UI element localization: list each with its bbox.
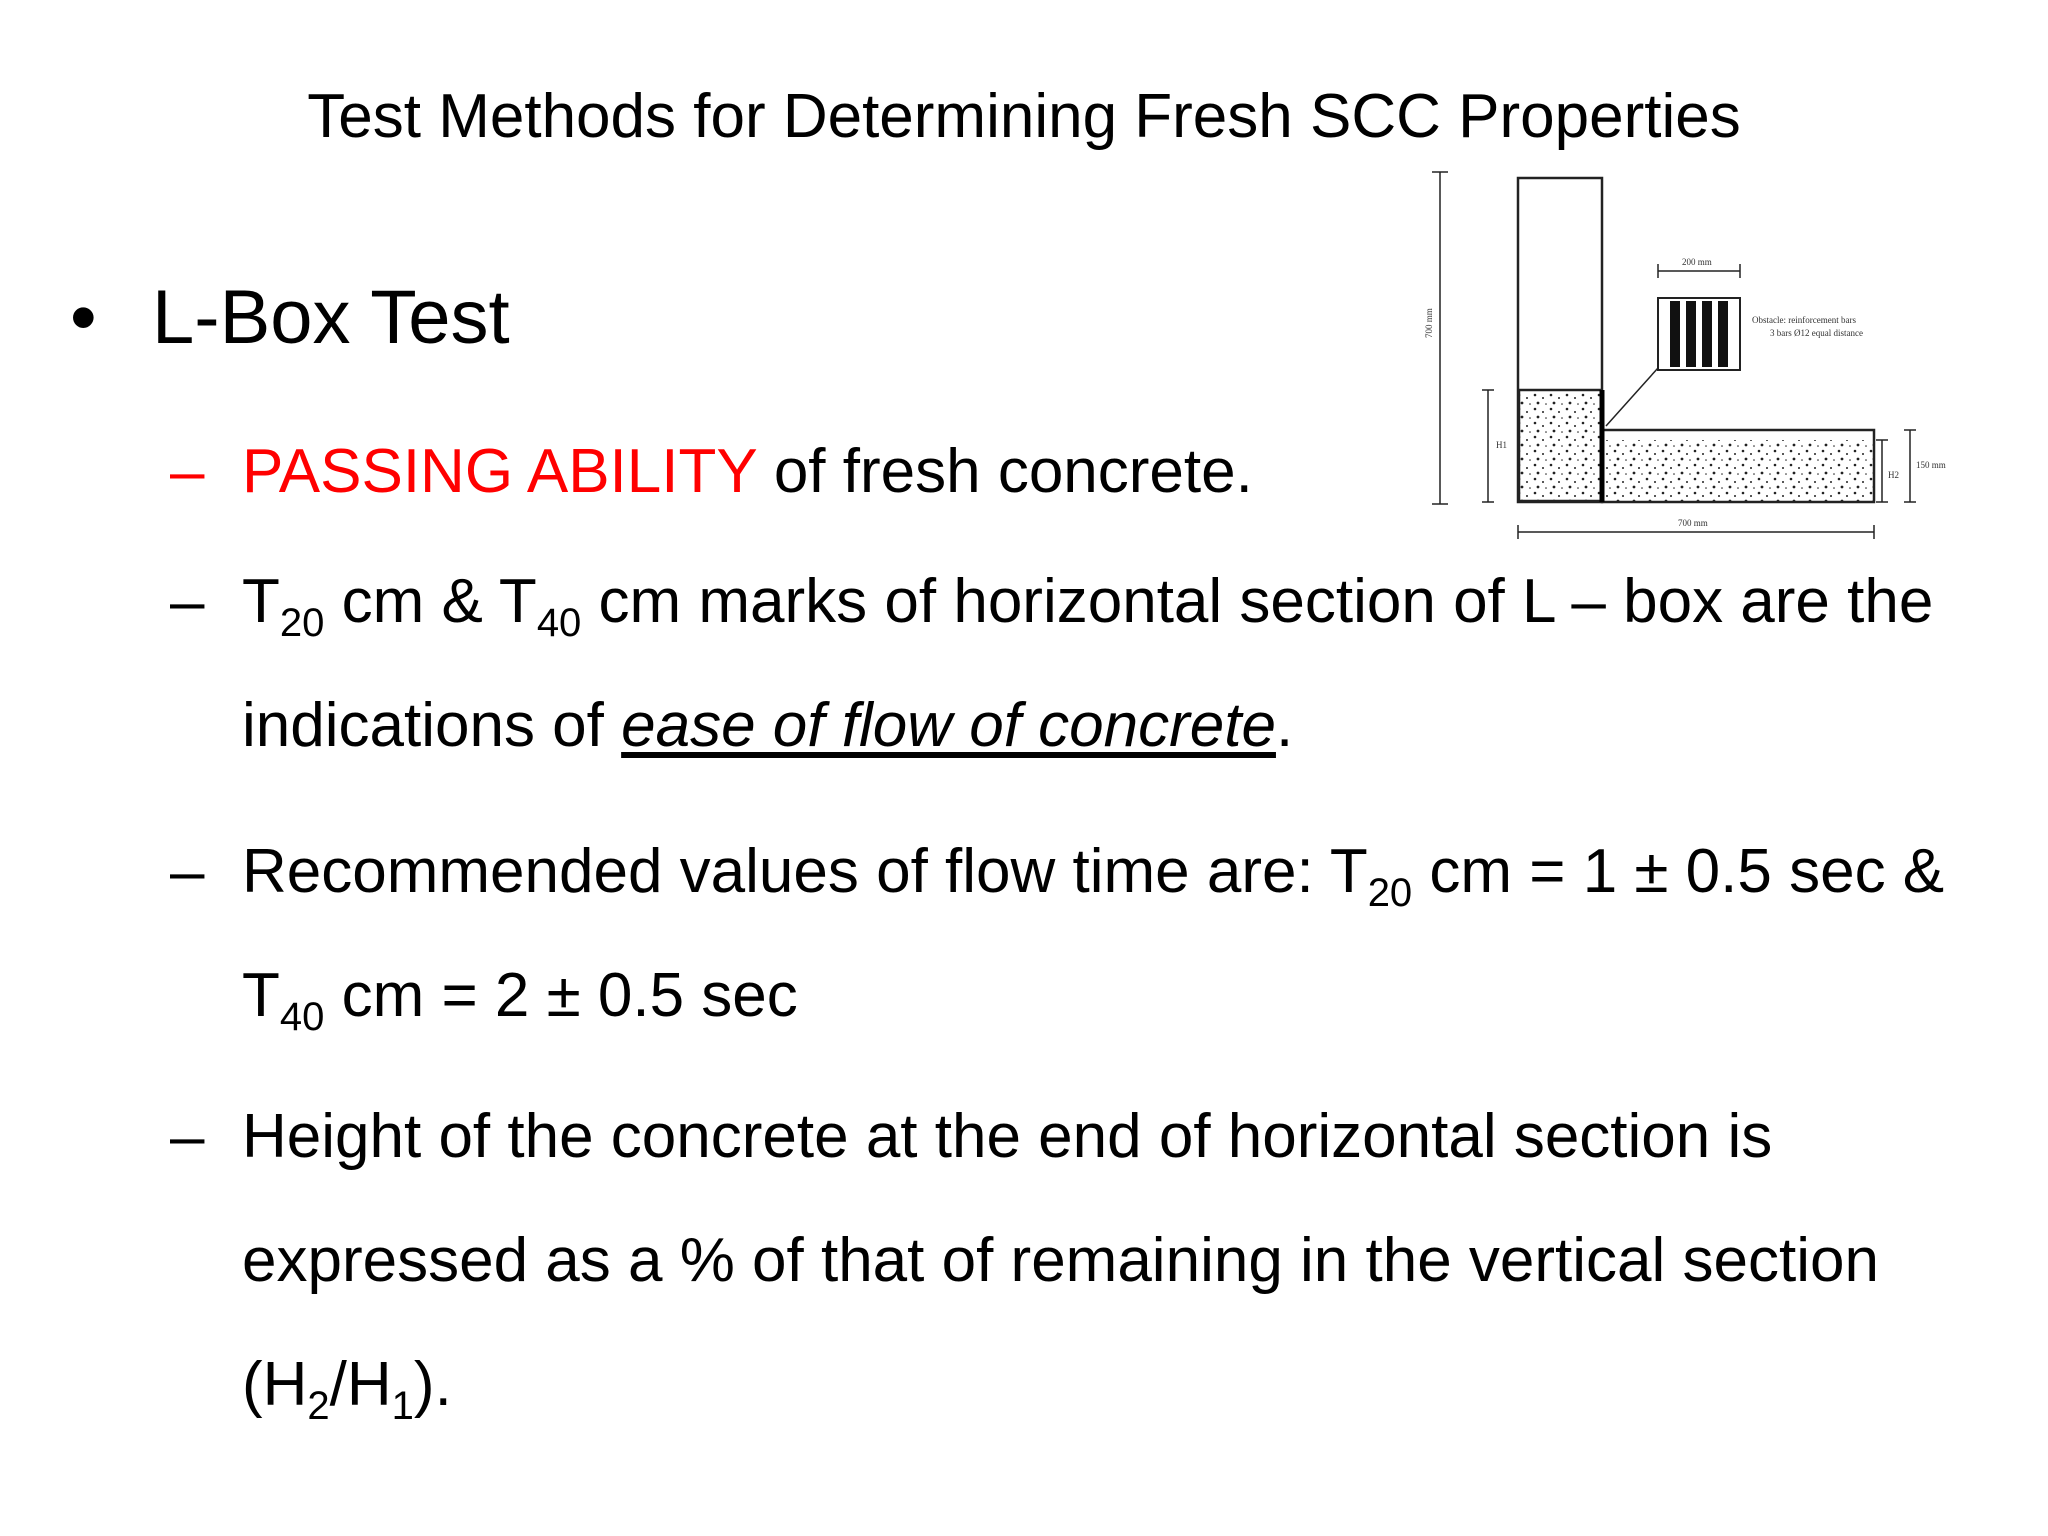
sub-dash: –	[170, 567, 205, 636]
concrete-vertical	[1519, 390, 1601, 501]
height-label: 700 mm	[1424, 308, 1434, 338]
sub-dash: –	[170, 837, 205, 906]
bullet-lbox-test	[70, 268, 510, 368]
l-box-diagram	[1420, 168, 1950, 556]
sub-item-passing-ability: – PASSING ABILITY of fresh concrete.	[170, 410, 1980, 534]
sub-item-flow-marks: – $T_{20}$ cm & $T_{40}$ cm marks of horizontal section of L – box are the indications of ease of flow of concrete.	[170, 540, 1980, 788]
slide-title: Test Methods for Determining Fresh SCC Properties	[307, 82, 1741, 151]
depth-label: 150 mm	[1916, 460, 1946, 470]
gap-label: 200 mm	[1682, 257, 1712, 267]
sub-dash: –	[170, 437, 205, 506]
highlight-passing-ability: PASSING ABILITY	[242, 437, 757, 506]
sub-item-height-ratio: – Height of the concrete at the end of horizontal section is expressed as a % of that of remaining in the vertical section $(H_2/H_1)$.	[170, 1075, 1980, 1447]
obstacle-note-1: Obstacle: reinforcement bars	[1752, 315, 1856, 325]
sub-item-recommended-values: – Recommended values of flow time are: $T_{20}$ cm = 1 ± 0.5 sec & $T_{40}$ cm = 2 ± 0.5 sec	[170, 810, 1980, 1058]
concrete-horizontal	[1603, 440, 1873, 501]
bullet-dot: •	[70, 275, 97, 360]
length-label: 700 mm	[1678, 518, 1708, 528]
h2-label: H2	[1888, 470, 1899, 480]
bullet-label: L-Box Test	[152, 275, 510, 360]
sub-dash: –	[170, 1102, 205, 1171]
h1-label: H1	[1496, 440, 1507, 450]
obstacle-note-2: 3 bars Ø12 equal distance	[1770, 328, 1863, 338]
underlined-ease-of-flow: ease of flow of concrete	[621, 691, 1276, 760]
